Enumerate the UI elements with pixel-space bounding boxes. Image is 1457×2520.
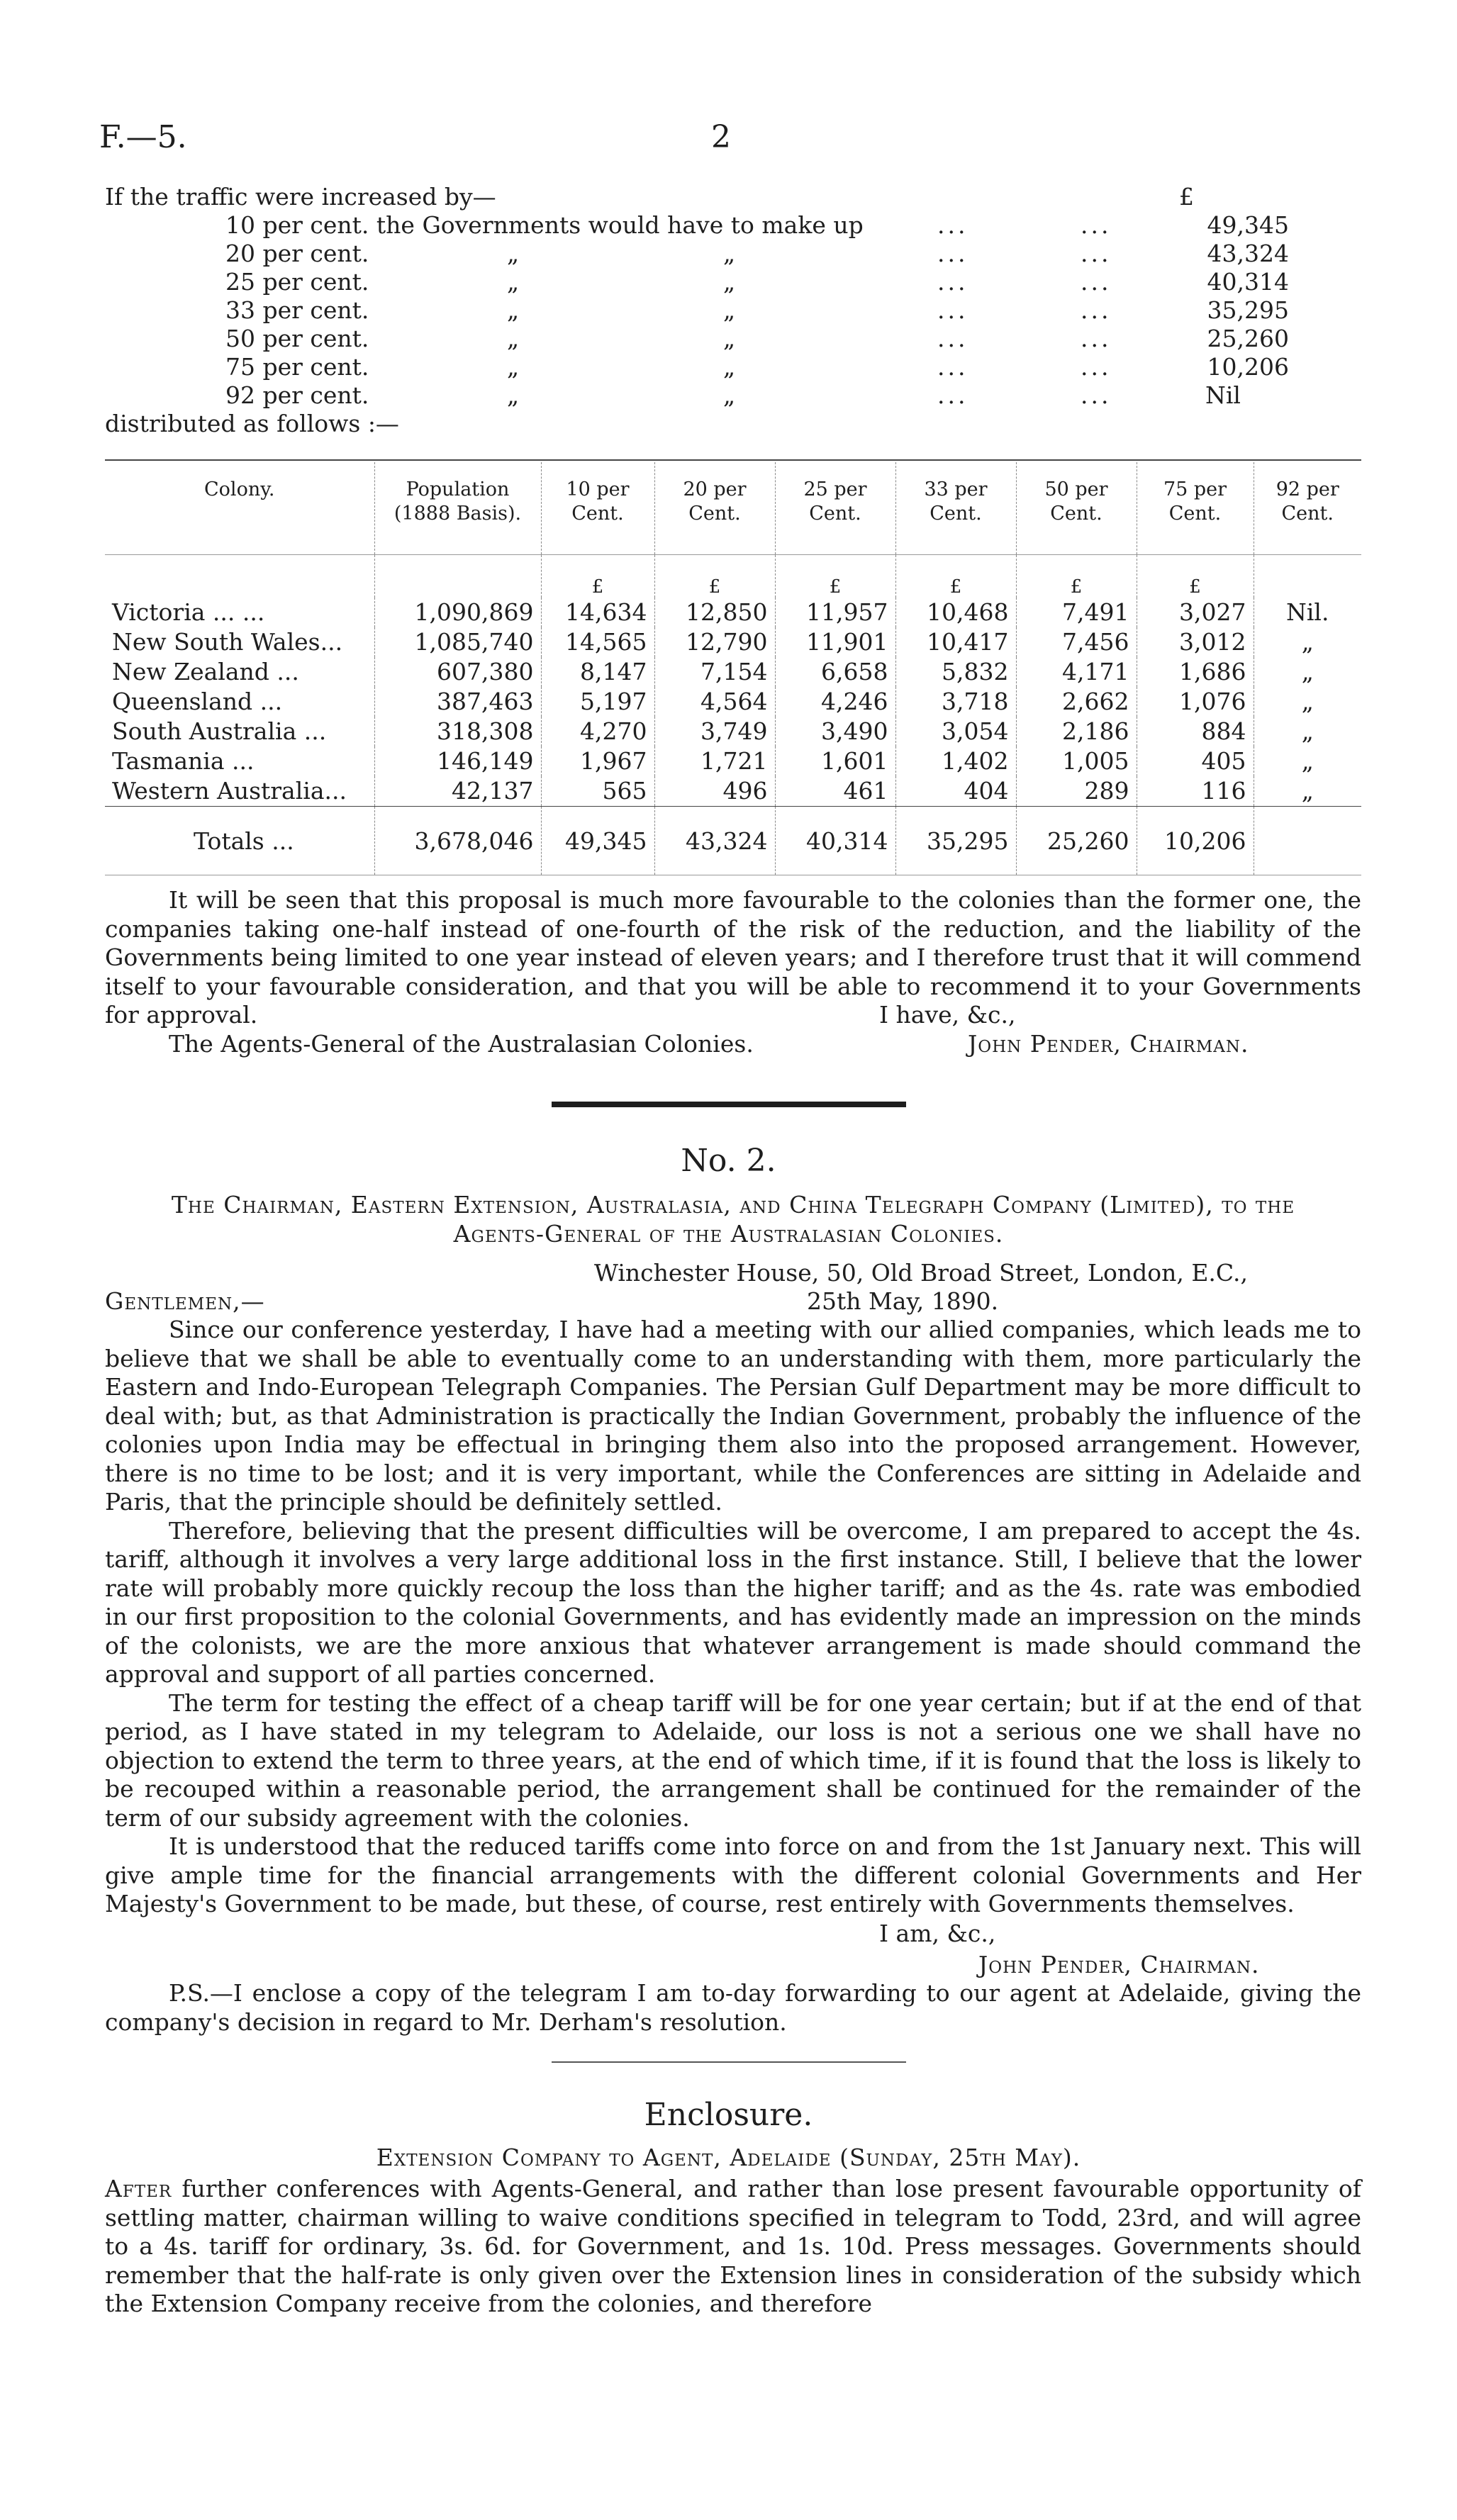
table-cell: 7,491 [1016, 598, 1137, 627]
leader-dots: ... [937, 240, 968, 267]
section-heading: No. 2. [681, 1143, 776, 1179]
traffic-label: 50 per cent. [225, 325, 369, 352]
body-paragraph: It will be seen that this proposal is much more favourable to the colonies than the former one, the companies taking one-half instead of one-fourth of the risk of the reduction, and the liability of the Governments being limited to one year instead of eleven years; and I therefore trust that it will commend itself to your favourable consideration, and that you will be able to recommend it to your Governments for approval. [105, 886, 1361, 1029]
letter-date: 25th May, 1890. [807, 1287, 999, 1315]
body-paragraph: The term for testing the effect of a cheap tariff will be for one year certain; but if at the end of that period, as I have stated in my telegram to Adelaide, our loss is not a serious one we shall have no objection to extend the term to three years, at the end of which time, if it is found that the loss is likely to be recouped within a reasonable period, the arrangement shall be continued for the remainder of the term of our subsidy agreement with the colonies. [105, 1689, 1361, 1832]
colony-name: Victoria ... ... [112, 598, 265, 626]
leader-dots: ... [937, 325, 968, 352]
table-cell: 4,246 [775, 687, 895, 717]
table-cell: 884 [1137, 717, 1254, 746]
distribution-intro: distributed as follows :— [105, 410, 399, 437]
traffic-label: 92 per cent. [225, 381, 369, 409]
leader-dots: ... [1081, 381, 1112, 409]
closing-line: I have, &c., [879, 1001, 1016, 1029]
population: 1,090,869 [374, 598, 541, 627]
table-cell: „ [1254, 717, 1361, 746]
leader-dots: ... [1081, 211, 1112, 239]
table-cell: 14,634 [541, 598, 654, 627]
traffic-intro: If the traffic were increased by— [105, 183, 496, 211]
table-cell: 1,005 [1016, 746, 1137, 776]
table-cell: 10,468 [895, 598, 1016, 627]
table-cell: 4,270 [541, 717, 654, 746]
table-row [105, 746, 1361, 776]
totals-cell: 40,314 [775, 807, 895, 875]
table-cell: Nil. [1254, 598, 1361, 627]
table-cell: 3,012 [1137, 627, 1254, 657]
table-cell: 2,662 [1016, 687, 1137, 717]
pound-sign: £ [654, 555, 775, 598]
distribution-table [105, 462, 1361, 875]
pound-sign: £ [1137, 555, 1254, 598]
table-cell: 12,850 [654, 598, 775, 627]
telegram-body: further conferences with Agents-General, and rather than lose present favourable opportunity of settling matter, chairman willing to waive conditions specified in telegram to Todd, 23rd, and will agree to a 4s. tariff for ordinary, 3s. 6d. for Government, and 1s. 10d. Press messages. Governments should remember that the half-rate is only given over the Extension lines in consideration of the subsidy which the Extension Company receive from the colonies, and therefore [105, 2175, 1361, 2317]
closing-line: I am, &c., [879, 1920, 996, 1947]
table-cell: 1,076 [1137, 687, 1254, 717]
telegram-lead: After [105, 2175, 172, 2202]
signature: John Pender, Chairman. [968, 1030, 1249, 1058]
postscript [105, 1979, 1361, 2037]
table-cell: 3,490 [775, 717, 895, 746]
table-row [105, 598, 1361, 627]
signature: John Pender, Chairman. [978, 1951, 1260, 1978]
traffic-label: 33 per cent. [225, 296, 369, 324]
traffic-label: 20 per cent. [225, 240, 369, 267]
table-cell: 12,790 [654, 627, 775, 657]
totals-label: Totals ... [105, 807, 374, 875]
page-number: 2 [711, 119, 731, 155]
leader-dots: ... [937, 353, 968, 381]
letter-title [105, 1191, 1361, 1219]
table-cell: 404 [895, 776, 1016, 807]
column-header: 75 per Cent. [1137, 462, 1254, 555]
table-cell: 1,721 [654, 746, 775, 776]
traffic-amount: 35,295 [1207, 296, 1289, 324]
column-header: 10 per Cent. [541, 462, 654, 555]
ditto-mark: „ [723, 381, 736, 409]
table-cell: 3,027 [1137, 598, 1254, 627]
colony-name: Tasmania ... [112, 747, 255, 775]
currency-symbol: £ [1179, 183, 1194, 211]
colony-name: New Zealand ... [112, 658, 299, 685]
table-cell: 1,686 [1137, 657, 1254, 687]
table-cell: 289 [1016, 776, 1137, 807]
colony-name: New South Wales... [112, 628, 343, 656]
table-row [105, 627, 1361, 657]
traffic-label: 25 per cent. [225, 268, 369, 296]
enclosure-subtitle: Extension Company to Agent, Adelaide (Sunday, 25th May). [376, 2144, 1081, 2171]
totals-cell: 43,324 [654, 807, 775, 875]
ditto-mark: „ [507, 381, 520, 409]
letter-two-body [105, 1316, 1361, 1919]
totals-cell: 35,295 [895, 807, 1016, 875]
ditto-mark: „ [507, 353, 520, 381]
table-top-rule [105, 459, 1361, 461]
table-cell: 7,456 [1016, 627, 1137, 657]
colony-name: Western Australia... [112, 777, 347, 805]
column-header: 20 per Cent. [654, 462, 775, 555]
table-cell: 405 [1137, 746, 1254, 776]
pound-sign: £ [1016, 555, 1137, 598]
ditto-mark: „ [507, 240, 520, 267]
table-cell: 8,147 [541, 657, 654, 687]
document-reference: F.—5. [99, 119, 187, 155]
ditto-mark: „ [507, 325, 520, 352]
table-row [105, 687, 1361, 717]
leader-dots: ... [1081, 325, 1112, 352]
table-cell: 4,564 [654, 687, 775, 717]
totals-population: 3,678,046 [374, 807, 541, 875]
column-header: Colony. [105, 462, 374, 555]
population: 607,380 [374, 657, 541, 687]
leader-dots: ... [937, 211, 968, 239]
table-cell: 6,658 [775, 657, 895, 687]
table-cell: 10,417 [895, 627, 1016, 657]
population: 146,149 [374, 746, 541, 776]
colony-name: Queensland ... [112, 688, 283, 715]
body-paragraph: Therefore, believing that the present difficulties will be overcome, I am prepared to accept the 4s. tariff, although it involves a very large additional loss in the first instance. Still, I believe that the lower rate will probably more quickly recoup the loss than the higher tariff; and as the 4s. rate was embodied in our first proposition to the colonial Governments, and has evidently made an impression on the minds of the colonists, we are the more anxious that whatever arrangement is made should command the approval and support of all parties concerned. [105, 1516, 1361, 1688]
table-cell: „ [1254, 657, 1361, 687]
ditto-mark: „ [723, 353, 736, 381]
table-row [105, 657, 1361, 687]
table-cell: 14,565 [541, 627, 654, 657]
table-cell: 11,957 [775, 598, 895, 627]
table-cell: 1,601 [775, 746, 895, 776]
totals-cell: 25,260 [1016, 807, 1137, 875]
enclosure-divider [552, 2061, 906, 2063]
body-paragraph: It is understood that the reduced tariffs come into force on and from the 1st January next. This will give ample time for the financial arrangements with the different colonial Governments and Her Majesty's Government to be made, but these, of course, rest entirely with Governments themselves. [105, 1832, 1361, 1917]
table-cell: 7,154 [654, 657, 775, 687]
leader-dots: ... [937, 296, 968, 324]
table-cell: 11,901 [775, 627, 895, 657]
totals-row [105, 807, 1361, 875]
population: 318,308 [374, 717, 541, 746]
ditto-mark: „ [507, 296, 520, 324]
table-row [105, 776, 1361, 807]
table-cell: 2,186 [1016, 717, 1137, 746]
ditto-mark: „ [723, 325, 736, 352]
table-cell: 5,197 [541, 687, 654, 717]
currency-row [105, 555, 1361, 598]
totals-cell: 10,206 [1137, 807, 1254, 875]
ditto-mark: „ [723, 268, 736, 296]
traffic-amount: 43,324 [1207, 240, 1289, 267]
table-cell: 3,749 [654, 717, 775, 746]
table-cell: 496 [654, 776, 775, 807]
table-cell: 1,967 [541, 746, 654, 776]
leader-dots: ... [1081, 296, 1112, 324]
section-divider [552, 1102, 906, 1107]
addressee-line: The Agents-General of the Australasian Colonies. [169, 1030, 754, 1058]
table-cell: „ [1254, 776, 1361, 807]
table-cell: 1,402 [895, 746, 1016, 776]
enclosure-heading: Enclosure. [644, 2097, 813, 2133]
traffic-amount: 10,206 [1207, 353, 1289, 381]
ditto-mark: „ [723, 296, 736, 324]
salutation: Gentlemen,— [105, 1287, 265, 1315]
traffic-label: 10 per cent. the Governments would have to make up [225, 211, 864, 239]
table-cell: „ [1254, 627, 1361, 657]
population: 42,137 [374, 776, 541, 807]
population: 1,085,740 [374, 627, 541, 657]
traffic-label: 75 per cent. [225, 353, 369, 381]
column-header: 33 per Cent. [895, 462, 1016, 555]
column-header: 25 per Cent. [775, 462, 895, 555]
traffic-amount: Nil [1205, 381, 1241, 409]
table-cell: 461 [775, 776, 895, 807]
column-header: 50 per Cent. [1016, 462, 1137, 555]
leader-dots: ... [937, 268, 968, 296]
traffic-amount: 40,314 [1207, 268, 1289, 296]
letter-one [105, 886, 1361, 1030]
colony-name: South Australia ... [112, 717, 327, 745]
ditto-mark: „ [723, 240, 736, 267]
body-paragraph: Since our conference yesterday, I have had a meeting with our allied companies, which leads me to believe that we shall be able to eventually come to an understanding with them, more particularly the Eastern and Indo-European Telegraph Companies. The Persian Gulf Department may be more difficult to deal with; but, as that Administration is practically the Indian Government, probably the influence of the colonies upon India may be effectual in bringing them also into the proposed arrangement. However, there is no time to be lost; and it is very important, while the Conferences are sitting in Adelaide and Paris, that the principle should be definitely settled. [105, 1316, 1361, 1516]
table-cell: 116 [1137, 776, 1254, 807]
traffic-amount: 49,345 [1207, 211, 1289, 239]
pound-sign: £ [541, 555, 654, 598]
letter-title-line: The Chairman, Eastern Extension, Australasia, and China Telegraph Company (Limited), to the [171, 1191, 1295, 1219]
leader-dots: ... [1081, 240, 1112, 267]
table-cell: 5,832 [895, 657, 1016, 687]
sender-address: Winchester House, 50, Old Broad Street, London, E.C., [594, 1259, 1248, 1287]
table-cell: 3,054 [895, 717, 1016, 746]
leader-dots: ... [1081, 268, 1112, 296]
postscript-text: P.S.—I enclose a copy of the telegram I am to-day forwarding to our agent at Adelaide, giving the company's decision in regard to Mr. Derham's resolution. [105, 1979, 1361, 2036]
ditto-mark: „ [507, 268, 520, 296]
population: 387,463 [374, 687, 541, 717]
totals-cell [1254, 807, 1361, 875]
table-cell: 4,171 [1016, 657, 1137, 687]
letter-title-line: Agents-General of the Australasian Colonies. [453, 1220, 1004, 1248]
leader-dots: ... [937, 381, 968, 409]
table-cell: 3,718 [895, 687, 1016, 717]
traffic-amount: 25,260 [1207, 325, 1289, 352]
telegram-text [105, 2175, 1361, 2319]
totals-cell: 49,345 [541, 807, 654, 875]
table-header-row [105, 462, 1361, 555]
table-cell: „ [1254, 746, 1361, 776]
column-header: Population (1888 Basis). [374, 462, 541, 555]
leader-dots: ... [1081, 353, 1112, 381]
table-row [105, 717, 1361, 746]
enclosure-body [105, 2175, 1361, 2319]
column-header: 92 per Cent. [1254, 462, 1361, 555]
pound-sign: £ [775, 555, 895, 598]
table-cell: 565 [541, 776, 654, 807]
pound-sign: £ [895, 555, 1016, 598]
table-cell: „ [1254, 687, 1361, 717]
